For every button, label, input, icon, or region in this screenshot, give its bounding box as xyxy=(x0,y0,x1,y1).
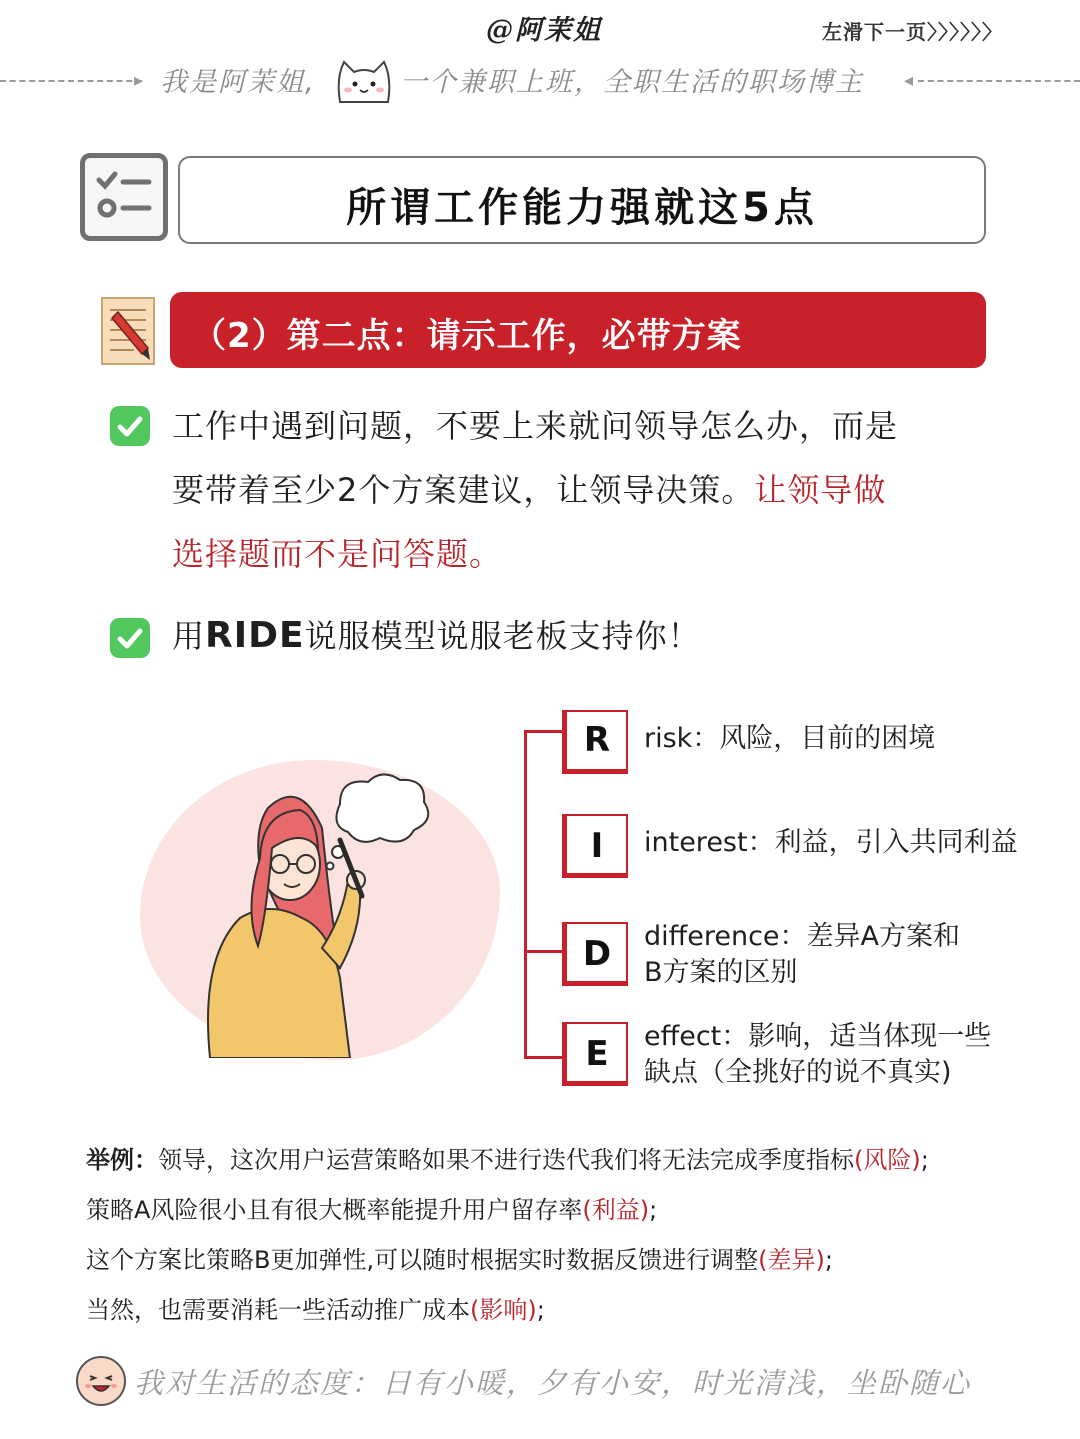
bullet-1-line-3: 选择题而不是问答题。 xyxy=(172,535,503,573)
ride-letter-i: I xyxy=(590,826,604,866)
tagline-right: 一个兼职上班，全职生活的职场博主 xyxy=(400,67,864,98)
swipe-hint: 左滑下一页〉〉〉〉〉〉 xyxy=(822,20,1003,44)
author-handle: @阿茉姐 xyxy=(486,15,602,46)
smiley-face-icon xyxy=(76,1356,126,1406)
example-line-3 xyxy=(86,1236,833,1284)
example-tag-effect: (影响) xyxy=(470,1296,537,1324)
example-end: ; xyxy=(649,1196,658,1224)
example-text: 这个方案比策略B更加弹性,可以随时根据实时数据反馈进行调整 xyxy=(86,1246,759,1274)
ride-text-d-1: difference：差异A方案和 xyxy=(644,921,961,952)
example-end: ; xyxy=(920,1146,929,1174)
arrow-right-icon: ▸ xyxy=(134,70,144,91)
example-text: 策略A风险很小且有很大概率能提升用户留存率 xyxy=(86,1196,583,1224)
thought-bubble-icon xyxy=(327,774,429,869)
bullet-2-prefix: 用 xyxy=(172,617,206,655)
ride-bracket xyxy=(524,730,527,1056)
document-pencil-icon xyxy=(100,296,158,366)
ride-text-d-2: B方案的区别 xyxy=(644,957,798,988)
ride-text-r: risk：风险，目前的困境 xyxy=(644,723,936,754)
thinking-woman-illustration xyxy=(190,768,430,1058)
example-line-2 xyxy=(86,1186,657,1234)
example-tag-interest: (利益) xyxy=(582,1196,650,1224)
divider-right xyxy=(918,80,1080,82)
example-end: ; xyxy=(824,1246,833,1274)
divider-left xyxy=(0,80,142,82)
section-label: （2）第二点：请示工作，必带方案 xyxy=(192,316,742,356)
check-icon xyxy=(110,618,150,658)
ride-connector xyxy=(524,1056,564,1059)
ride-connector xyxy=(524,730,564,733)
bullet-1-highlight: 让领导做 xyxy=(754,471,887,509)
example-tag-risk: (风险) xyxy=(854,1146,921,1174)
example-text: 当然，也需要消耗一些活动推广成本 xyxy=(86,1296,470,1324)
example-tag-difference: (差异) xyxy=(758,1246,825,1274)
checklist-icon xyxy=(80,153,168,241)
page-title: 所谓工作能力强就这5点 xyxy=(346,185,818,231)
ride-letter-d: D xyxy=(582,934,612,974)
check-icon xyxy=(110,406,150,446)
arrow-left-icon: ◂ xyxy=(904,70,914,91)
example-line-1 xyxy=(86,1136,929,1184)
tagline-left: 我是阿茉姐, xyxy=(160,67,316,98)
bullet-1-line-2 xyxy=(172,458,886,522)
example-line-4 xyxy=(86,1286,545,1334)
ride-letter-r: R xyxy=(583,720,611,760)
ride-connector xyxy=(524,950,564,953)
example-text: 领导，这次用户运营策略如果不进行迭代我们将无法完成季度指标 xyxy=(158,1146,854,1174)
cat-face-icon xyxy=(332,56,396,106)
ride-text-e-1: effect：影响，适当体现一些 xyxy=(644,1021,992,1052)
bullet-1-line-2-text: 要带着至少2个方案建议，让领导决策。 xyxy=(172,471,755,509)
footer-motto: 我对生活的态度：日有小暖，夕有小安，时光清浅，坐卧随心 xyxy=(134,1366,972,1400)
ride-letter-e: E xyxy=(585,1034,609,1074)
bullet-2 xyxy=(172,604,701,668)
bullet-2-model: RIDE xyxy=(205,615,305,656)
example-end: ; xyxy=(536,1296,545,1324)
ride-text-i: interest：利益，引入共同利益 xyxy=(644,827,1018,858)
example-lead: 举例： xyxy=(86,1146,158,1174)
ride-text-e-2: 缺点（全挑好的说不真实) xyxy=(644,1057,952,1088)
bullet-1-line-1: 工作中遇到问题，不要上来就问领导怎么办，而是 xyxy=(172,407,899,445)
bullet-2-suffix: 说服模型说服老板支持你！ xyxy=(304,617,701,655)
